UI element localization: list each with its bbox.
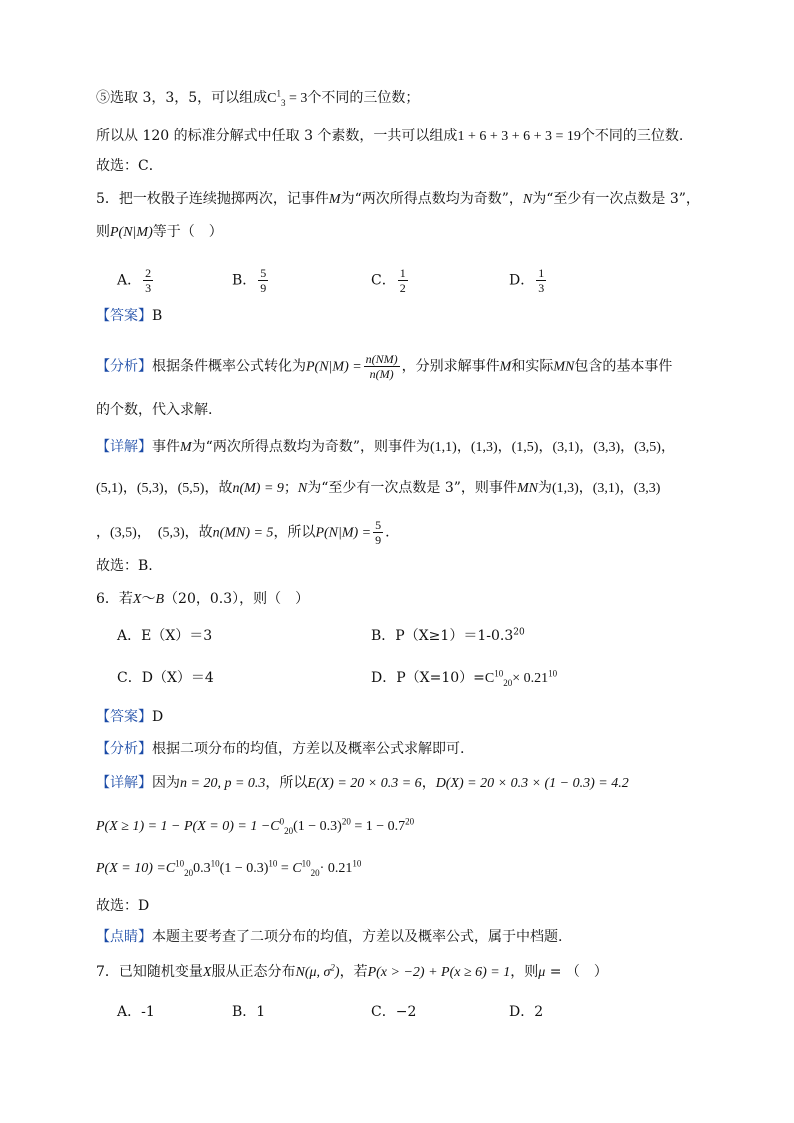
num: 1 <box>538 266 545 280</box>
var: X <box>202 965 212 980</box>
text: ～ <box>141 591 156 607</box>
fraction <box>373 518 383 547</box>
sup: 10 <box>210 858 220 869</box>
q6-detail-1 <box>96 773 629 794</box>
text: 根据条件概率公式转化为 <box>152 358 306 375</box>
q5-option-a[interactable] <box>117 266 155 295</box>
option-text: D．2 <box>509 1004 544 1020</box>
den: 9 <box>375 533 382 547</box>
math: P(N|M) <box>110 225 153 240</box>
den: 3 <box>538 281 545 295</box>
q7-option-a[interactable] <box>117 1002 155 1022</box>
detail-tag: 【详解】 <box>96 775 152 791</box>
q5-answer <box>96 306 162 326</box>
text: （20，0.3），则（ ） <box>164 591 310 607</box>
question-6-stem <box>96 589 309 610</box>
text: 个不同的三位数； <box>307 90 420 106</box>
text: 故选：B. <box>96 558 153 574</box>
sup: 0 <box>279 816 285 827</box>
q5-analysis-2 <box>96 400 212 420</box>
math-C: C <box>270 819 280 834</box>
text: 故选：D <box>96 898 150 914</box>
math-C: C <box>267 91 277 106</box>
q6-option-d[interactable] <box>371 668 557 689</box>
var: M <box>328 192 341 207</box>
label: B． <box>371 628 396 644</box>
text: 为“两次所得点数均为奇数”， <box>340 191 523 207</box>
line-conclusion <box>96 126 683 147</box>
math-part: = 1 − 0.7 <box>354 819 406 834</box>
math-part: 0.3 <box>193 861 211 876</box>
fraction <box>536 266 546 295</box>
q7-option-b[interactable] <box>232 1002 265 1022</box>
text: 本题主要考查了二项分布的均值，方差以及概率公式，属于中档题. <box>152 929 563 945</box>
question-5-stem-2 <box>96 222 223 243</box>
math <box>295 962 340 980</box>
sup: 10 <box>301 858 311 869</box>
text: 的个数，代入求解. <box>96 402 213 418</box>
var: MN <box>553 359 575 375</box>
text: ，则 <box>510 964 539 980</box>
math-part: ) <box>334 965 340 980</box>
den: 9 <box>260 281 267 295</box>
q6-detail-2 <box>96 816 414 837</box>
remark-tag: 【点睛】 <box>96 929 152 945</box>
text: ，若 <box>339 964 368 980</box>
q5-option-d[interactable] <box>509 266 548 295</box>
math-C: C <box>165 861 176 876</box>
var: M <box>499 359 512 375</box>
var: MN <box>516 481 538 496</box>
math-part: = <box>280 861 289 876</box>
text: 和实际 <box>511 358 554 375</box>
math: D(X) = 20 × 0.3 × (1 − 0.3) = 4.2 <box>435 776 629 791</box>
text: 事件 <box>152 439 180 455</box>
sub: 20 <box>503 677 513 688</box>
text: 因为 <box>152 775 180 791</box>
sup: 20 <box>513 627 525 638</box>
q6-option-a[interactable] <box>117 626 212 646</box>
text: = （ ） <box>545 964 608 980</box>
math-part: · 0.21 <box>319 861 353 876</box>
math: ，(3,5)， (5,3)，故 <box>96 525 213 541</box>
math: E(X) = 20 × 0.3 = 6 <box>307 776 422 791</box>
sub: 20 <box>184 867 194 878</box>
q5-detail-3 <box>96 518 390 547</box>
sup: 2 <box>330 962 335 973</box>
sup: 10 <box>268 858 278 869</box>
option-text: P（X=10）= <box>396 670 485 686</box>
question-7-stem <box>96 962 608 983</box>
sup: 10 <box>494 668 504 679</box>
math: P(x > −2) + P(x ≥ 6) = 1 <box>367 965 511 980</box>
num: n(NM) <box>365 352 398 366</box>
text: ，分别求解事件 <box>401 358 500 375</box>
math-C: C <box>292 861 302 876</box>
text: 5．把一枚骰子连续抛掷两次，记事件 <box>96 191 329 207</box>
q6-detail-3 <box>96 858 361 879</box>
option-text: D（X）＝4 <box>141 670 214 686</box>
text: 为 <box>537 480 552 496</box>
var: N <box>297 481 308 496</box>
text: ， <box>421 775 436 791</box>
sub: 20 <box>310 867 320 878</box>
num: 1 <box>399 266 406 280</box>
var: N <box>522 192 533 207</box>
var: B <box>155 592 165 607</box>
option-text: C．−2 <box>371 1004 417 1020</box>
math: P(N|M) = <box>315 525 372 541</box>
math-tail: × 0.21 <box>512 671 549 686</box>
sub: 3 <box>281 97 286 108</box>
text: 所以从 120 的标准分解式中任取 3 个素数，一共可以组成 <box>96 128 458 144</box>
sup: 10 <box>548 668 558 679</box>
detail-tag: 【详解】 <box>96 439 152 455</box>
fraction <box>398 266 408 295</box>
text: ，所以 <box>273 524 316 541</box>
sup: 10 <box>352 858 362 869</box>
answer-value: B <box>152 308 163 324</box>
text: 则 <box>96 224 110 240</box>
q6-option-b[interactable] <box>371 626 525 646</box>
text: ⑤选取 3，3，5，可以组成 <box>96 90 268 106</box>
label: C． <box>371 272 396 289</box>
math: n = 20, p = 0.3 <box>180 776 266 791</box>
num: 5 <box>375 518 382 532</box>
label: D． <box>371 670 397 686</box>
q6-analysis <box>96 739 464 759</box>
fraction <box>143 266 153 295</box>
label: D． <box>509 272 535 289</box>
q5-option-c[interactable] <box>371 266 410 295</box>
math-part: (1 − 0.3) <box>293 819 342 834</box>
sub: 20 <box>284 825 294 836</box>
q6-answer <box>96 707 163 727</box>
label: A． <box>117 272 142 289</box>
den: n(M) <box>369 367 394 381</box>
var: M <box>180 440 192 455</box>
answer-tag: 【答案】 <box>96 709 152 725</box>
answer-tag: 【答案】 <box>96 308 152 324</box>
var: μ <box>538 965 546 980</box>
text: 6．若 <box>96 591 133 607</box>
q6-choose <box>96 896 149 916</box>
text: ，所以 <box>265 775 308 791</box>
text: 等于（ ） <box>152 224 223 240</box>
answer-value: D <box>152 709 164 725</box>
q5-choose <box>96 556 153 576</box>
text: ； <box>283 480 298 496</box>
text: 为“至少有一次点数是 3”， <box>532 191 700 207</box>
math: P(X = 10) = <box>96 861 166 876</box>
line-selection-5 <box>96 88 419 109</box>
math <box>165 858 362 878</box>
math: (5,1)，(5,3)，(5,5)，故 <box>96 481 233 496</box>
label: B． <box>232 272 257 289</box>
num: 5 <box>260 266 267 280</box>
text: 7．已知随机变量 <box>96 964 203 980</box>
text: 为“至少有一次点数是 3”，则事件 <box>307 480 517 496</box>
math: (1,1)，(1,3)，(1,5)，(3,1)，(3,3)，(3,5)， <box>430 440 675 455</box>
math: n(MN) = 5 <box>212 525 274 541</box>
num: 2 <box>145 266 152 280</box>
math <box>484 668 558 688</box>
math-tail: = 3 <box>285 91 308 106</box>
q6-option-c[interactable] <box>117 668 214 688</box>
math-part: (1 − 0.3) <box>219 861 269 876</box>
q5-detail-1 <box>96 437 675 458</box>
math <box>270 816 415 836</box>
q5-analysis <box>96 352 672 381</box>
label: C． <box>117 670 142 686</box>
sup: 10 <box>175 858 185 869</box>
math-C: C <box>484 671 495 686</box>
sup: 20 <box>405 816 415 827</box>
text: 个不同的三位数. <box>580 128 684 144</box>
var: X <box>132 592 142 607</box>
fraction <box>258 266 268 295</box>
q5-option-b[interactable] <box>232 266 270 295</box>
label: A． <box>117 628 142 644</box>
text: 为“两次所得点数均为奇数”，则事件为 <box>191 439 430 455</box>
sup: 20 <box>341 816 351 827</box>
den: 3 <box>145 281 152 295</box>
q7-option-d[interactable] <box>509 1002 543 1022</box>
analysis-tag: 【分析】 <box>96 741 152 757</box>
text: 故选：C． <box>96 158 163 174</box>
math-part: N(μ, σ <box>295 965 331 980</box>
text: 根据二项分布的均值，方差以及概率公式求解即可. <box>152 741 465 757</box>
option-text: B．1 <box>232 1004 266 1020</box>
q6-remark <box>96 927 562 947</box>
question-5-stem <box>96 189 700 210</box>
option-text: E（X）＝3 <box>141 628 213 644</box>
den: 2 <box>399 281 406 295</box>
math: (1,3)，(3,1)，(3,3) <box>551 481 661 496</box>
math: n(M) = 9 <box>232 481 284 496</box>
q7-option-c[interactable] <box>371 1002 416 1022</box>
option-text: A．-1 <box>117 1004 155 1020</box>
option-text: P（X≥1）＝1-0.3 <box>395 628 514 644</box>
q5-detail-2 <box>96 478 660 499</box>
text: 服从正态分布 <box>211 964 296 980</box>
math: P(N|M) = <box>306 359 362 375</box>
sup: 1 <box>276 88 282 99</box>
math: P(X ≥ 1) = 1 − P(X = 0) = 1 − <box>96 819 271 834</box>
math: 1 + 6 + 3 + 6 + 3 = 19 <box>457 129 581 144</box>
analysis-tag: 【分析】 <box>96 358 152 375</box>
math <box>267 88 308 108</box>
text: . <box>385 524 390 541</box>
text: 包含的基本事件 <box>574 358 673 375</box>
fraction <box>364 352 400 381</box>
line-answer-c <box>96 156 163 176</box>
